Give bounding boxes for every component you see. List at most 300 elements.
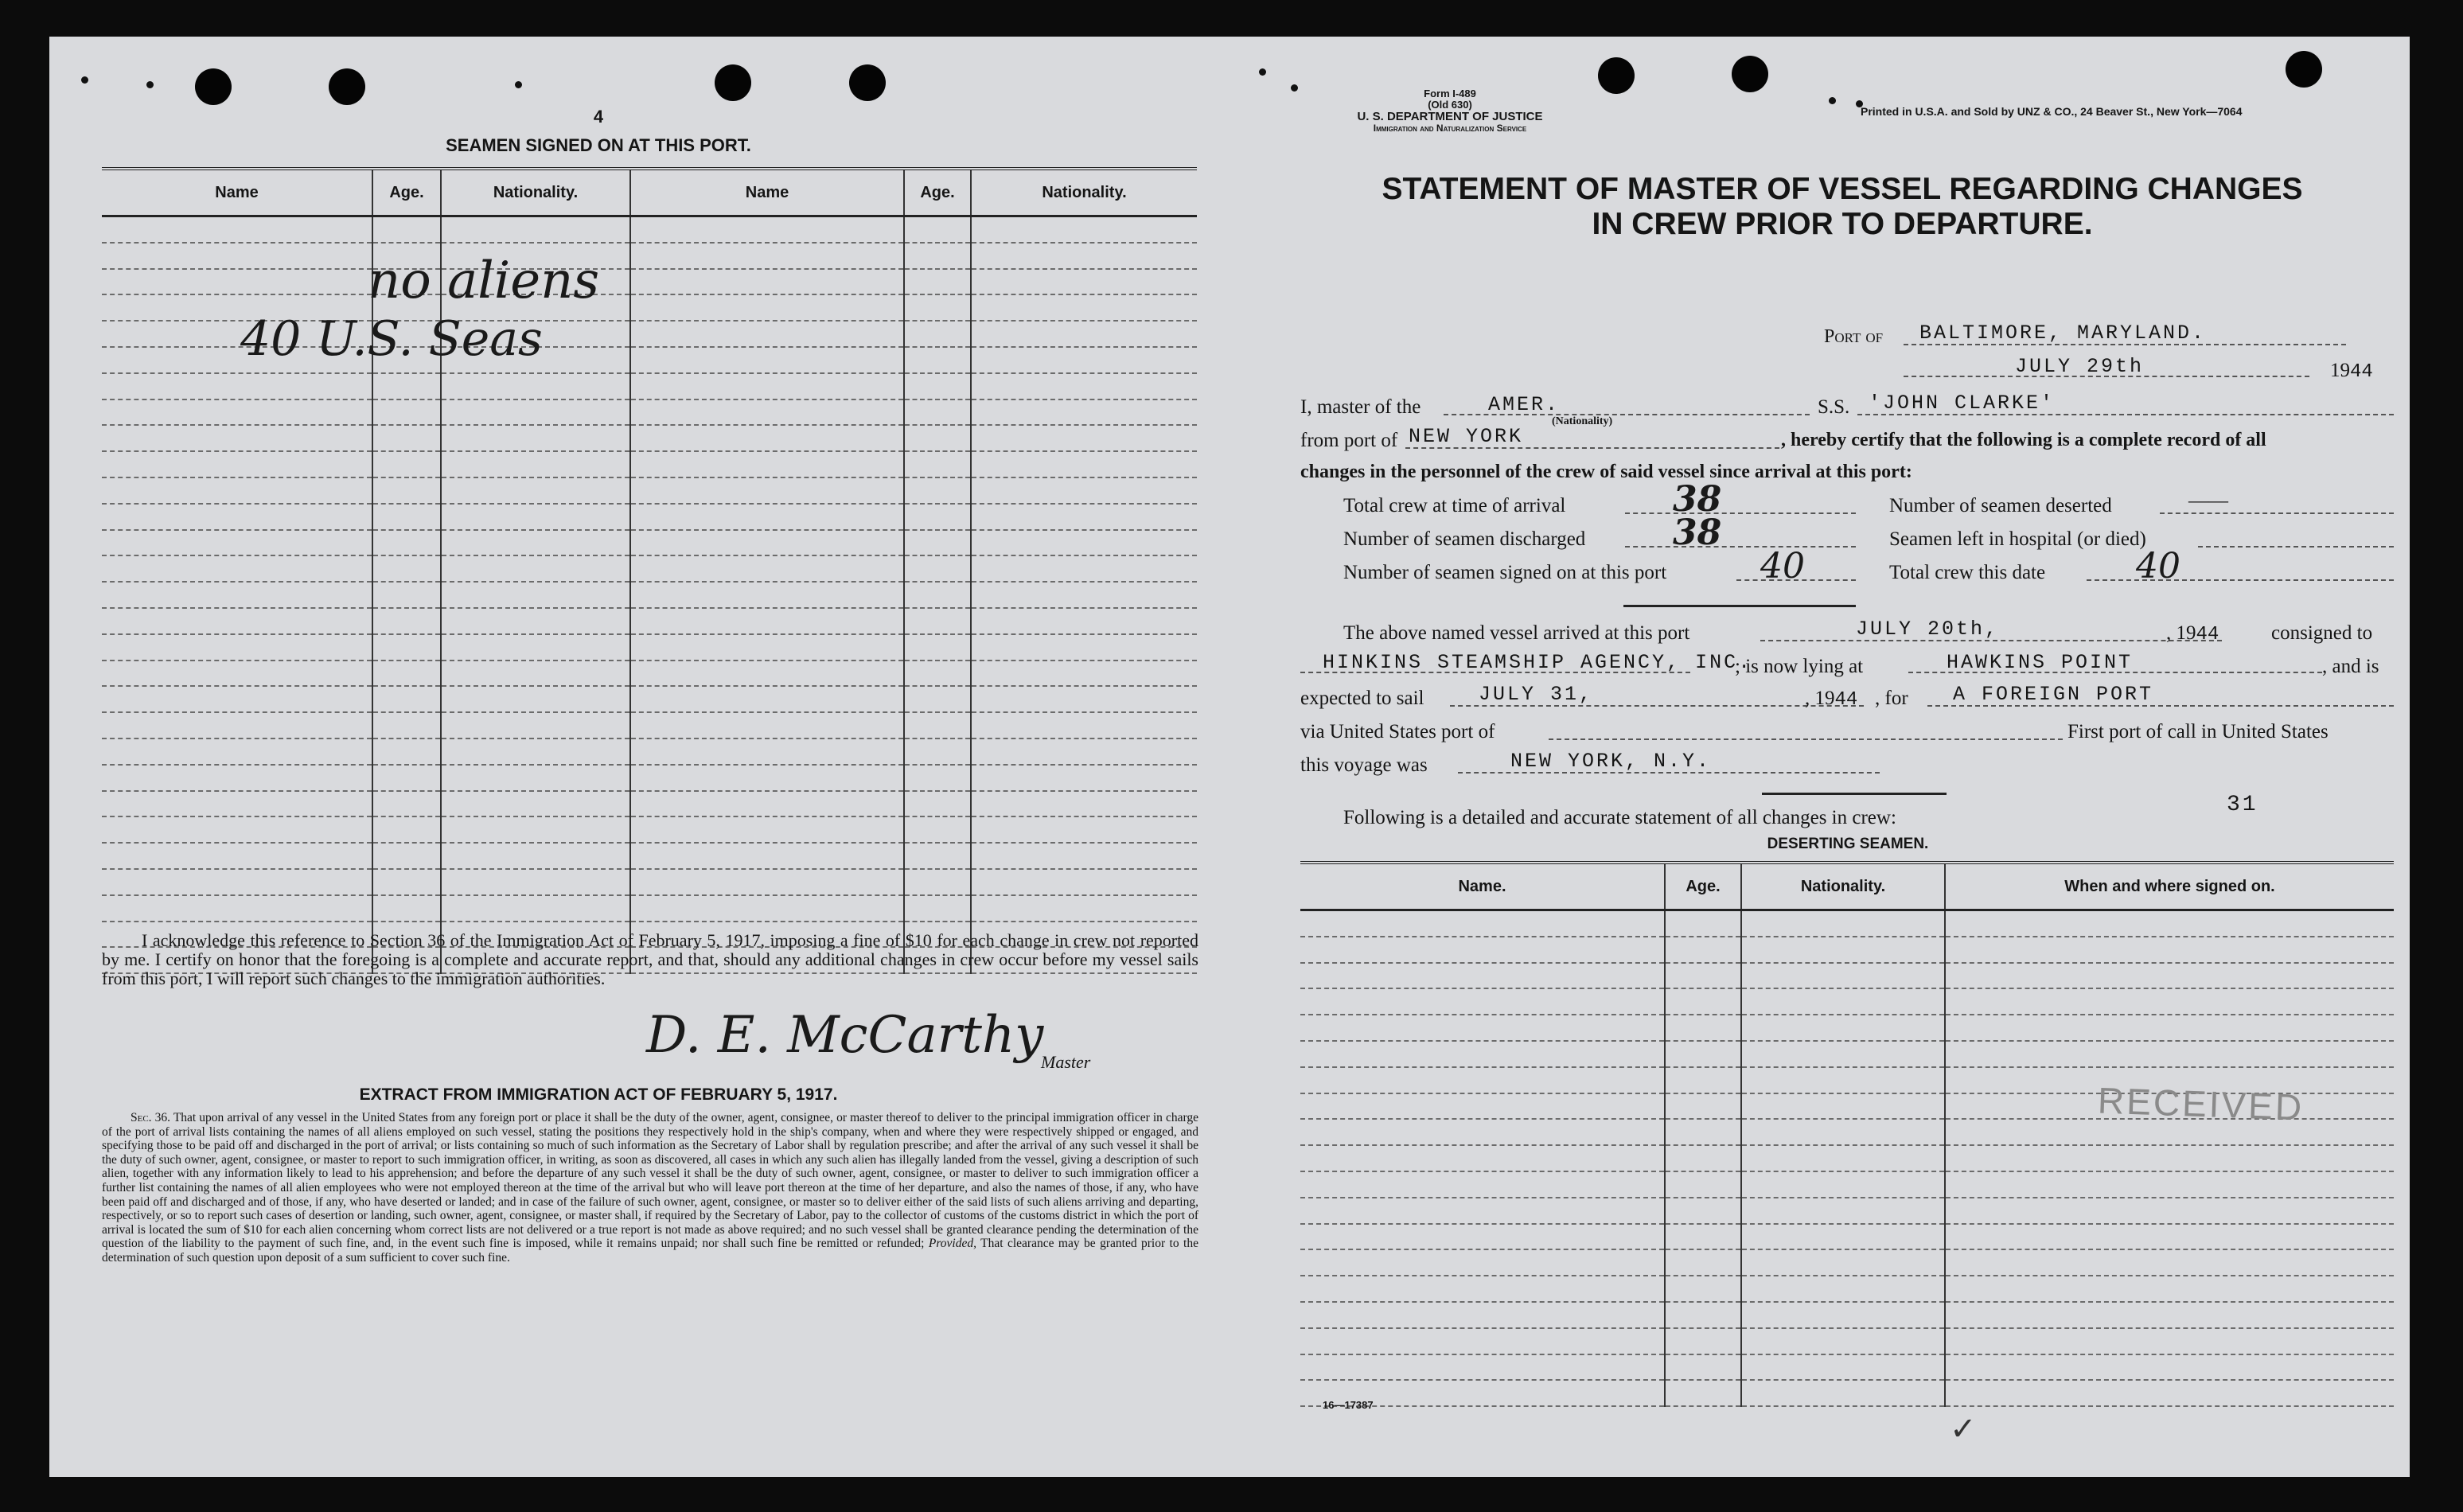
nationality-caption: (Nationality) (1552, 415, 1613, 427)
table-cell (1741, 1354, 1945, 1381)
table-cell (1300, 1119, 1665, 1145)
expected-label: expected to sail (1300, 688, 1424, 709)
table-cell (1300, 1171, 1665, 1198)
table-cell (1665, 1380, 1741, 1406)
extract-section: Sec. 36. (131, 1111, 171, 1124)
table-cell (904, 895, 971, 922)
table-cell (1665, 937, 1741, 963)
table-cell (372, 765, 441, 791)
table-cell (904, 425, 971, 451)
table-row (1300, 1198, 2394, 1224)
document-sheet (49, 37, 2410, 1477)
divider (1762, 793, 1947, 795)
table-cell (441, 686, 630, 712)
table-cell (971, 582, 1197, 608)
extract-provided: Provided, (928, 1237, 976, 1251)
table-cell (1741, 937, 1945, 963)
table-cell (1741, 988, 1945, 1015)
table-cell (630, 661, 904, 687)
expected-year: , 1944 (1805, 688, 1858, 711)
expected-year-value: 44 (1834, 689, 1858, 711)
table-row (102, 243, 1197, 269)
voyage-label: this voyage was (1300, 754, 1428, 776)
table-cell (630, 555, 904, 582)
table-row (102, 582, 1197, 608)
table-cell (1665, 1354, 1741, 1381)
form-title: STATEMENT OF MASTER OF VESSEL REGARDING CHANGES (1382, 172, 2303, 206)
table-cell (904, 712, 971, 738)
table-cell (372, 425, 441, 451)
table-cell (102, 661, 372, 687)
count-line (2160, 512, 2394, 514)
table-row (102, 608, 1197, 634)
table-cell (630, 791, 904, 817)
table-cell (630, 869, 904, 895)
table-cell (1741, 1171, 1945, 1198)
table-cell (372, 895, 441, 922)
ss-label: S.S. (1818, 396, 1850, 418)
table-row (1300, 1249, 2394, 1276)
table-cell (630, 634, 904, 661)
table-cell (1665, 1067, 1741, 1093)
table-row (102, 843, 1197, 869)
table-row (1300, 963, 2394, 989)
table-cell (971, 530, 1197, 556)
handwritten-note: no aliens (368, 251, 600, 310)
table-cell (441, 373, 630, 399)
table-cell (971, 321, 1197, 347)
from-port-value: NEW YORK (1409, 425, 1524, 448)
table-cell (1945, 1198, 2394, 1224)
table-row (1300, 1041, 2394, 1067)
extract-end: That clearance may be granted prior to the determination of such question upon deposit of a sum sufficient to cover such fine. (102, 1237, 1198, 1265)
table-cell (102, 399, 372, 426)
table-cell (1300, 910, 1665, 937)
table-cell (1945, 1171, 2394, 1198)
total-crew-date-label: Total crew this date (1889, 562, 2046, 583)
table-cell (904, 216, 971, 243)
arrived-date: JULY 20th, (1856, 618, 2000, 641)
table-cell (971, 661, 1197, 687)
changes-text: changes in the personnel of the crew of said vessel since arrival at this port: (1300, 462, 1912, 482)
vessel-name: 'JOHN CLARKE' (1869, 392, 2056, 415)
binder-hole (1598, 57, 1635, 94)
table-cell (904, 555, 971, 582)
table-cell (102, 477, 372, 504)
table-row (1300, 1145, 2394, 1171)
port-label: Port of (1824, 326, 1884, 347)
table-cell (904, 347, 971, 373)
seamen-signed-table (102, 167, 1197, 974)
table-cell (1741, 1119, 1945, 1145)
table-cell (971, 765, 1197, 791)
table-cell (971, 373, 1197, 399)
speck (81, 76, 88, 84)
table-cell (630, 608, 904, 634)
speck (1291, 84, 1298, 92)
table-cell (971, 399, 1197, 426)
table-cell (971, 425, 1197, 451)
mark-31: 31 (2227, 793, 2258, 817)
table-cell (904, 738, 971, 765)
table-cell (1665, 1328, 1741, 1354)
table-row (102, 477, 1197, 504)
table-cell (630, 765, 904, 791)
table-cell (971, 243, 1197, 269)
table-cell (971, 869, 1197, 895)
total-crew-arrival-label: Total crew at time of arrival (1343, 495, 1566, 516)
expected-date: JULY 31, (1479, 683, 1594, 706)
signed-on-value: 40 (1760, 546, 1805, 586)
and-is-label: , and is (2322, 656, 2379, 677)
table-cell (1665, 988, 1741, 1015)
table-cell (441, 399, 630, 426)
count-line (2198, 546, 2394, 548)
table-cell (1945, 1302, 2394, 1328)
table-cell (630, 530, 904, 556)
table-cell (971, 269, 1197, 295)
speck (1259, 68, 1266, 76)
table-cell (441, 425, 630, 451)
table-cell (372, 843, 441, 869)
table-cell (1300, 1276, 1665, 1302)
via-label: via United States port of (1300, 721, 1495, 742)
col-age: Age. (1665, 863, 1741, 910)
table-cell (1945, 1145, 2394, 1171)
table-row (1300, 910, 2394, 937)
table-cell (971, 608, 1197, 634)
table-cell (904, 477, 971, 504)
table-cell (1665, 1093, 1741, 1120)
table-cell (441, 869, 630, 895)
table-cell (441, 216, 630, 243)
table-cell (441, 608, 630, 634)
table-cell (1741, 1380, 1945, 1406)
table-cell (441, 451, 630, 477)
table-cell (372, 399, 441, 426)
arrived-year: , 1944 (2166, 622, 2219, 645)
table-cell (1945, 1015, 2394, 1041)
table-cell (630, 895, 904, 922)
table-cell (1300, 1015, 1665, 1041)
col-name: Name (102, 169, 372, 216)
table-cell (971, 686, 1197, 712)
table-cell (102, 243, 372, 269)
table-cell (372, 216, 441, 243)
speck (1829, 97, 1836, 104)
table-cell (971, 294, 1197, 321)
arrived-year-value: 44 (2196, 624, 2219, 645)
table-cell (630, 816, 904, 843)
table-cell (1665, 1249, 1741, 1276)
table-cell (1665, 1041, 1741, 1067)
table-cell (102, 634, 372, 661)
table-row (1300, 1302, 2394, 1328)
count-line (1625, 546, 1856, 548)
table-cell (372, 634, 441, 661)
extract-title: EXTRACT FROM IMMIGRATION ACT OF FEBRUARY 5, 1917. (359, 1085, 838, 1104)
discharged-value: 38 (1673, 512, 1722, 553)
table-cell (630, 504, 904, 530)
table-cell (1741, 1249, 1945, 1276)
table-cell (1741, 1067, 1945, 1093)
table-cell (971, 216, 1197, 243)
table-cell (1300, 1354, 1665, 1381)
table-cell (102, 816, 372, 843)
table-cell (630, 321, 904, 347)
table-cell (102, 555, 372, 582)
table-cell (102, 791, 372, 817)
table-cell (1945, 1249, 2394, 1276)
table-cell (441, 530, 630, 556)
table-cell (372, 504, 441, 530)
table-cell (1945, 910, 2394, 937)
table-cell (1741, 1198, 1945, 1224)
table-cell (1945, 1354, 2394, 1381)
table-cell (102, 504, 372, 530)
master-of-label: I, master of the (1300, 396, 1421, 418)
table-cell (102, 738, 372, 765)
table-row (1300, 1328, 2394, 1354)
table-cell (971, 451, 1197, 477)
table-row (102, 869, 1197, 895)
table-cell (904, 843, 971, 869)
binder-hole (849, 64, 886, 101)
table-cell (904, 634, 971, 661)
table-cell (102, 843, 372, 869)
table-cell (1300, 1249, 1665, 1276)
year-value: 44 (2350, 361, 2373, 383)
table-cell (1300, 1041, 1665, 1067)
table-row (102, 425, 1197, 451)
deserted-value: —— (2188, 490, 2228, 512)
table-cell (441, 791, 630, 817)
table-cell (372, 555, 441, 582)
table-cell (971, 895, 1197, 922)
col-nationality: Nationality. (971, 169, 1197, 216)
table-cell (630, 347, 904, 373)
table-cell (102, 712, 372, 738)
table-cell (1665, 1015, 1741, 1041)
table-cell (372, 608, 441, 634)
deserting-seamen-table (1300, 861, 2394, 1407)
table-cell (1945, 963, 2394, 989)
table-row (102, 399, 1197, 426)
table-cell (904, 530, 971, 556)
master-signature: D. E. McCarthy (646, 1006, 1044, 1065)
date-value: JULY 29th (2015, 355, 2145, 378)
table-cell (1665, 1119, 1741, 1145)
table-cell (1945, 1276, 2394, 1302)
first-port-label: First port of call in United States (2067, 721, 2329, 742)
table-cell (102, 451, 372, 477)
table-cell (372, 791, 441, 817)
table-row (102, 504, 1197, 530)
table-cell (904, 399, 971, 426)
table-cell (441, 477, 630, 504)
col-name: Name (630, 169, 904, 216)
table-cell (372, 451, 441, 477)
table-cell (441, 661, 630, 687)
table-cell (102, 686, 372, 712)
table-cell (1741, 1015, 1945, 1041)
table-cell (630, 451, 904, 477)
table-cell (372, 661, 441, 687)
table-cell (630, 843, 904, 869)
table-cell (1300, 1198, 1665, 1224)
table-cell (1665, 1145, 1741, 1171)
table-cell (1741, 910, 1945, 937)
printer-line: Printed in U.S.A. and Sold by UNZ & CO., 24 Beaver St., New York—7064 (1861, 105, 2243, 118)
table-cell (630, 373, 904, 399)
table-cell (372, 816, 441, 843)
table-row (102, 634, 1197, 661)
speck (146, 81, 154, 88)
table-cell (102, 269, 372, 295)
acknowledgment-text: I acknowledge this reference to Section 36 of the Immigration Act of February 5, 1917, imposing a fine of $10 for each change in crew not reported by me. I certify on honor that the foregoing is a complete and accurate report, and that, should any additional changes in crew occur before my vessel sails from this port, I will report such changes to the immigration authorities. (102, 930, 1198, 988)
table-cell (971, 712, 1197, 738)
table-cell (630, 425, 904, 451)
for-label: , for (1875, 688, 1908, 709)
table-cell (1665, 910, 1741, 937)
table-cell (630, 399, 904, 426)
table-cell (372, 869, 441, 895)
table-cell (904, 582, 971, 608)
table-cell (1945, 1328, 2394, 1354)
form-title: IN CREW PRIOR TO DEPARTURE. (1592, 207, 2093, 241)
table-cell (904, 243, 971, 269)
count-line (1625, 512, 1856, 514)
table-cell (102, 608, 372, 634)
table-row (102, 373, 1197, 399)
consigned-label: consigned to (2271, 622, 2373, 644)
table-cell (1741, 1224, 1945, 1250)
binder-hole (329, 68, 365, 105)
table-cell (630, 243, 904, 269)
table-row (1300, 1380, 2394, 1406)
total-crew-arrival-value: 38 (1673, 479, 1722, 520)
table-cell (441, 765, 630, 791)
table-cell (971, 843, 1197, 869)
table-cell (971, 555, 1197, 582)
table-cell (1300, 1093, 1665, 1120)
table-cell (630, 712, 904, 738)
col-signed-on: When and where signed on. (1945, 863, 2394, 910)
check-mark: ✓ (1950, 1411, 1977, 1447)
form-old-number: (Old 630) (1428, 99, 1472, 111)
table-cell (102, 765, 372, 791)
lying-value: HAWKINS POINT (1947, 651, 2134, 674)
table-cell (1741, 1302, 1945, 1328)
lying-label: ; is now lying at (1735, 656, 1864, 677)
binder-hole (715, 64, 751, 101)
department: U. S. DEPARTMENT OF JUSTICE (1357, 110, 1543, 123)
table-cell (971, 347, 1197, 373)
table-cell (971, 477, 1197, 504)
table-cell (1300, 1145, 1665, 1171)
table-cell (904, 816, 971, 843)
table-cell (372, 712, 441, 738)
table-row (102, 686, 1197, 712)
table-row (1300, 1354, 2394, 1381)
table-cell (630, 686, 904, 712)
discharged-label: Number of seamen discharged (1343, 528, 1586, 550)
port-value: BALTIMORE, MARYLAND. (1919, 321, 2207, 345)
table-cell (1945, 1041, 2394, 1067)
table-cell (1741, 1276, 1945, 1302)
form-code: 16—17387 (1323, 1399, 1374, 1411)
table-cell (971, 504, 1197, 530)
table-cell (904, 451, 971, 477)
table-cell (1300, 1302, 1665, 1328)
certify-text: , hereby certify that the following is a complete record of all (1781, 430, 2266, 450)
table-cell (1665, 1302, 1741, 1328)
table-cell (1300, 937, 1665, 963)
table-cell (372, 477, 441, 504)
table-cell (971, 634, 1197, 661)
table-cell (1945, 1380, 2394, 1406)
table-cell (630, 582, 904, 608)
table-cell (1665, 963, 1741, 989)
table-row (102, 712, 1197, 738)
table-row (102, 555, 1197, 582)
divider (1623, 605, 1856, 607)
table-row (1300, 1276, 2394, 1302)
table-cell (1300, 1067, 1665, 1093)
col-age: Age. (904, 169, 971, 216)
via-line (1549, 738, 2063, 740)
table-cell (904, 765, 971, 791)
received-stamp: RECEIVED (2097, 1079, 2305, 1128)
nationality-value: AMER. (1488, 393, 1561, 416)
table-cell (904, 661, 971, 687)
table-row (102, 530, 1197, 556)
binder-hole (195, 68, 232, 105)
col-name: Name. (1300, 863, 1665, 910)
table-cell (372, 686, 441, 712)
table-cell (441, 634, 630, 661)
table-cell (904, 294, 971, 321)
col-nationality: Nationality. (441, 169, 630, 216)
table-row (102, 895, 1197, 922)
table-row (1300, 1224, 2394, 1250)
form-number: Form I-489 (1424, 88, 1476, 99)
table-row (102, 216, 1197, 243)
master-label: Master (1041, 1052, 1091, 1072)
table-cell (441, 816, 630, 843)
table-cell (630, 294, 904, 321)
table-cell (441, 504, 630, 530)
table-cell (1665, 1224, 1741, 1250)
table-cell (1741, 1328, 1945, 1354)
table-cell (630, 269, 904, 295)
col-age: Age. (372, 169, 441, 216)
table-row (102, 269, 1197, 295)
table-cell (630, 477, 904, 504)
table-cell (102, 530, 372, 556)
table-cell (1665, 1171, 1741, 1198)
table-cell (1945, 988, 2394, 1015)
table-cell (1741, 1041, 1945, 1067)
handwritten-note: 40 U.S. Seas (240, 311, 543, 367)
table-cell (441, 895, 630, 922)
deserted-label: Number of seamen deserted (1889, 495, 2112, 516)
table-cell (102, 582, 372, 608)
seamen-signed-title: SEAMEN SIGNED ON AT THIS PORT. (446, 135, 751, 155)
table-row (1300, 1015, 2394, 1041)
table-cell (630, 216, 904, 243)
table-cell (1665, 1198, 1741, 1224)
